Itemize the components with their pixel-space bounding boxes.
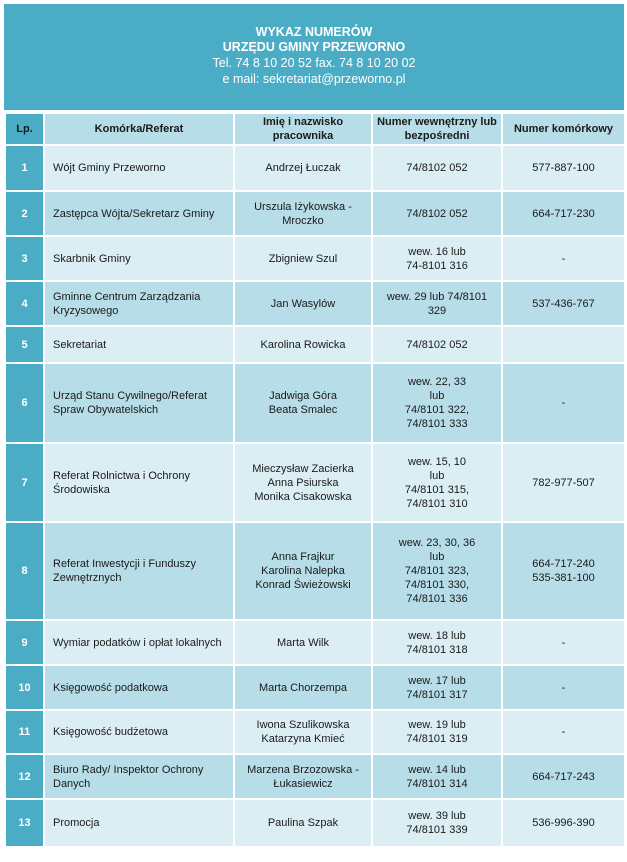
cell-name: [234, 363, 372, 443]
internal-text: 74/8101 339: [406, 824, 468, 836]
cell-internal: [372, 363, 502, 443]
internal-text: 74/8101 318: [406, 643, 468, 656]
cell-mobile: [502, 363, 625, 443]
cell-lp: 6: [5, 363, 44, 443]
mobile-text: -: [561, 726, 566, 738]
column-header-name-line: Imię i nazwisko: [262, 116, 344, 128]
table-row: [5, 236, 625, 281]
internal-text: lub: [429, 469, 445, 482]
department-text: Sekretariat: [53, 338, 107, 351]
department-text: Środowiska: [53, 483, 110, 496]
internal-text: wew. 14 lub: [408, 763, 466, 776]
cell-internal: [372, 191, 502, 236]
table-row: [5, 620, 625, 665]
internal-text: wew. 15, 10: [407, 455, 467, 468]
name-text: Anna Frajkur: [271, 551, 335, 563]
name-text: Karolina Rowicka: [260, 338, 346, 351]
cell-department: [44, 799, 234, 847]
column-header-department: Komórka/Referat: [44, 113, 234, 145]
internal-text: 74/8101 310: [406, 497, 468, 510]
cell-mobile: [502, 145, 625, 191]
cell-lp: 12: [5, 754, 44, 799]
cell-name: [234, 754, 372, 799]
column-header-name-line: pracownika: [272, 130, 334, 142]
table-row: [5, 665, 625, 710]
cell-lp: 8: [5, 522, 44, 620]
cell-department: [44, 665, 234, 710]
mobile-text: 536-996-390: [532, 817, 595, 829]
department-text: Kryzysowego: [53, 304, 119, 317]
cell-department: [44, 281, 234, 326]
cell-mobile: [502, 522, 625, 620]
cell-internal: [372, 236, 502, 281]
department-text: Zewnętrznych: [53, 572, 122, 584]
title-line-2: URZĘDU GMINY PRZEWORNO: [222, 40, 406, 54]
name-text: Marta Chorzempa: [258, 681, 348, 694]
cell-internal: [372, 443, 502, 522]
cell-internal: [372, 326, 502, 363]
cell-name: [234, 443, 372, 522]
name-text: Beata Smalec: [268, 404, 338, 416]
cell-mobile: [502, 281, 625, 326]
name-text: Paulina Szpak: [267, 817, 339, 829]
department-text: Biuro Rady/ Inspektor Ochrony: [53, 763, 204, 776]
cell-department: [44, 754, 234, 799]
cell-name: [234, 145, 372, 191]
cell-department: [44, 522, 234, 620]
cell-internal: [372, 281, 502, 326]
internal-text: 74/8101 317: [406, 688, 468, 701]
cell-internal: [372, 522, 502, 620]
department-text: Wymiar podatków i opłat lokalnych: [53, 636, 222, 649]
cell-lp: 3: [5, 236, 44, 281]
department-text: Księgowość budżetowa: [53, 726, 168, 738]
name-text: Marta Wilk: [277, 636, 329, 649]
phone-directory: [4, 4, 624, 848]
name-text: Jan Wasylów: [270, 297, 336, 310]
table-row: [5, 522, 625, 620]
internal-text: 329: [427, 304, 447, 317]
column-header-lp: Lp.: [5, 113, 44, 145]
internal-text: lub: [429, 390, 445, 402]
cell-mobile: [502, 236, 625, 281]
department-text: Urząd Stanu Cywilnego/Referat: [53, 390, 208, 402]
mobile-text: 537-436-767: [532, 297, 595, 310]
name-text: Karolina Nalepka: [261, 565, 345, 577]
cell-name: [234, 326, 372, 363]
internal-text: wew. 18 lub: [408, 629, 466, 642]
cell-internal: [372, 145, 502, 191]
cell-lp: 5: [5, 326, 44, 363]
cell-internal: [372, 799, 502, 847]
column-header-name: [234, 113, 372, 145]
mobile-text: 782-977-507: [532, 476, 595, 489]
name-text: Łukasiewicz: [273, 777, 333, 790]
name-text: Andrzej Łuczak: [265, 162, 341, 174]
internal-text: 74/8101 315,: [404, 483, 470, 496]
header-banner: [4, 4, 624, 112]
table-row: [5, 281, 625, 326]
department-text: Zastępca Wójta/Sekretarz Gminy: [53, 207, 215, 220]
cell-mobile: [502, 710, 625, 754]
name-text: Mroczko: [282, 214, 324, 227]
internal-text: lub: [429, 551, 445, 563]
name-text: Katarzyna Kmieć: [261, 733, 345, 745]
cell-lp: 13: [5, 799, 44, 847]
name-text: Zbigniew Szul: [268, 252, 338, 265]
internal-text: 74/8102 052: [406, 338, 468, 351]
internal-text: wew. 19 lub: [408, 719, 466, 731]
cell-internal: [372, 620, 502, 665]
internal-text: 74/8101 314: [406, 777, 468, 790]
mobile-text: 664-717-240: [532, 558, 595, 570]
cell-department: [44, 620, 234, 665]
internal-text: 74/8101 323,: [404, 565, 470, 577]
department-text: Referat Inwestycji i Funduszy: [53, 558, 197, 570]
department-text: Gminne Centrum Zarządzania: [53, 290, 201, 303]
cell-mobile: [502, 443, 625, 522]
cell-lp: 1: [5, 145, 44, 191]
internal-text: wew. 23, 30, 36: [398, 537, 476, 549]
table-row: [5, 191, 625, 236]
column-header-internal: [372, 113, 502, 145]
cell-mobile: [502, 620, 625, 665]
cell-lp: 9: [5, 620, 44, 665]
department-text: Spraw Obywatelskich: [53, 404, 159, 416]
internal-text: wew. 16 lub: [408, 245, 466, 258]
department-text: Księgowość podatkowa: [53, 681, 168, 694]
cell-mobile: [502, 754, 625, 799]
name-text: Marzena Brzozowska -: [247, 763, 359, 776]
internal-text: 74/8102 052: [406, 162, 468, 174]
cell-lp: 11: [5, 710, 44, 754]
mobile-text: -: [561, 636, 566, 649]
cell-mobile: [502, 326, 625, 363]
internal-text: 74/8101 336: [406, 593, 468, 605]
table-body: [5, 145, 625, 847]
department-text: Wójt Gminy Przeworno: [53, 162, 166, 174]
title-line-1: WYKAZ NUMERÓW: [255, 25, 373, 39]
internal-text: wew. 39 lub: [408, 810, 466, 822]
internal-text: 74/8101 322,: [404, 404, 470, 416]
cell-name: [234, 620, 372, 665]
department-text: Danych: [53, 777, 91, 790]
cell-name: [234, 710, 372, 754]
cell-name: [234, 191, 372, 236]
cell-lp: 2: [5, 191, 44, 236]
mobile-text: -: [561, 397, 566, 409]
mobile-text: 535-381-100: [532, 572, 595, 584]
department-text: Referat Rolnictwa i Ochrony: [53, 469, 190, 482]
cell-department: [44, 443, 234, 522]
cell-internal: [372, 754, 502, 799]
cell-department: [44, 326, 234, 363]
table-row: [5, 754, 625, 799]
cell-name: [234, 799, 372, 847]
cell-name: [234, 236, 372, 281]
table-row: [5, 326, 625, 363]
cell-department: [44, 191, 234, 236]
cell-name: [234, 522, 372, 620]
cell-mobile: [502, 191, 625, 236]
internal-text: 74/8101 319: [406, 733, 468, 745]
cell-mobile: [502, 665, 625, 710]
column-header-mobile: Numer komórkowy: [502, 113, 625, 145]
name-text: Monika Cisakowska: [254, 490, 352, 503]
cell-name: [234, 665, 372, 710]
internal-text: 74-8101 316: [406, 259, 468, 272]
cell-internal: [372, 710, 502, 754]
mobile-text: 577-887-100: [532, 162, 595, 174]
table-row: [5, 799, 625, 847]
internal-text: 74/8102 052: [406, 207, 468, 220]
table-header-row: [5, 113, 625, 145]
cell-department: [44, 236, 234, 281]
department-text: Skarbnik Gminy: [53, 252, 131, 265]
cell-lp: 7: [5, 443, 44, 522]
internal-text: wew. 29 lub 74/8101: [386, 290, 488, 303]
internal-text: 74/8101 330,: [404, 579, 470, 591]
phone-fax-line: Tel. 74 8 10 20 52 fax. 74 8 10 20 02: [212, 56, 416, 70]
cell-lp: 10: [5, 665, 44, 710]
table-row: [5, 710, 625, 754]
table-row: [5, 145, 625, 191]
column-header-internal-line: Numer wewnętrzny lub: [377, 116, 497, 128]
name-text: Anna Psiurska: [267, 476, 339, 489]
mobile-text: 664-717-230: [532, 207, 595, 220]
table-row: [5, 443, 625, 522]
internal-text: wew. 17 lub: [408, 674, 466, 687]
cell-department: [44, 363, 234, 443]
column-header-internal-line: bezpośredni: [404, 130, 470, 142]
cell-name: [234, 281, 372, 326]
table-row: [5, 363, 625, 443]
internal-text: 74/8101 333: [406, 418, 468, 430]
name-text: Jadwiga Góra: [269, 390, 337, 402]
mobile-text: -: [561, 681, 566, 694]
cell-mobile: [502, 799, 625, 847]
cell-department: [44, 145, 234, 191]
name-text: Mieczysław Zacierka: [252, 462, 354, 475]
mobile-text: 664-717-243: [532, 770, 595, 783]
name-text: Iwona Szulikowska: [256, 719, 350, 731]
internal-text: wew. 22, 33: [407, 376, 467, 388]
name-text: Urszula Iżykowska -: [254, 200, 352, 213]
department-text: Promocja: [53, 817, 100, 829]
name-text: Konrad Świeżowski: [255, 579, 351, 591]
cell-internal: [372, 665, 502, 710]
email-line: e mail: sekretariat@przeworno.pl: [222, 72, 406, 86]
cell-department: [44, 710, 234, 754]
directory-table: [4, 112, 626, 848]
mobile-text: -: [561, 252, 566, 265]
cell-lp: 4: [5, 281, 44, 326]
